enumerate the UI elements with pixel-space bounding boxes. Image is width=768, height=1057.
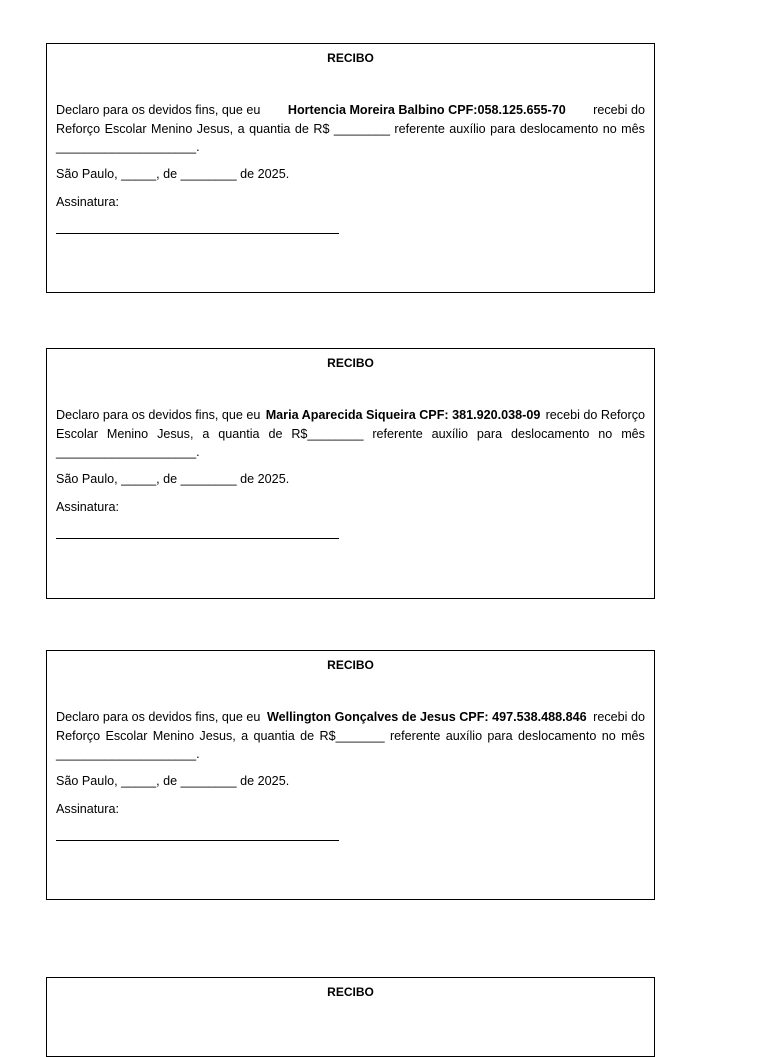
receipt-1 (46, 43, 655, 293)
declaration-word: deslocamento (517, 728, 597, 743)
receipt-4 (46, 977, 655, 1057)
declaration-line-3: ____________________. (56, 445, 200, 459)
declaration-intro: Declaro para os devidos fins, que eu (56, 103, 261, 117)
signature-line (56, 840, 339, 841)
declaration-word: Reforço (56, 728, 101, 743)
declaration-word: Menino (152, 728, 195, 743)
signature-label: Assinatura: (56, 500, 119, 514)
date-line: São Paulo, _____, de ________ de 2025. (56, 472, 290, 486)
declaration-word: quantia (218, 426, 260, 441)
declaration-word: auxílio (449, 121, 486, 136)
declaration-word: a (202, 426, 210, 441)
declaration-word: Menino (106, 426, 149, 441)
declaration-word: Escolar (104, 121, 147, 136)
declaration-word: para (487, 728, 513, 743)
receipt-2 (46, 348, 655, 599)
declaration-after: recebi do (593, 710, 645, 724)
receipt-title: RECIBO (327, 356, 374, 370)
receipt-title: RECIBO (327, 985, 374, 999)
declaration-word: mês (621, 728, 645, 743)
declaration-word: Jesus, (157, 426, 194, 441)
declaration-line-2 (56, 120, 645, 139)
declaration-word: referente (372, 426, 423, 441)
receipt-declaration (56, 406, 645, 462)
recipient-name-cpf: Maria Aparecida Siqueira CPF: 381.920.038-09 (265, 408, 541, 422)
declaration-word: no (601, 728, 616, 743)
declaration-word: Jesus, (199, 728, 236, 743)
declaration-word: no (602, 121, 617, 136)
signature-line (56, 233, 339, 234)
recipient-name-cpf: Hortencia Moreira Balbino CPF:058.125.655-70 (287, 103, 566, 117)
receipt-declaration (56, 101, 645, 157)
signature-label: Assinatura: (56, 802, 119, 816)
declaration-line-3: ____________________. (56, 140, 200, 154)
declaration-word: Menino (151, 121, 193, 136)
declaration-word: Escolar (105, 728, 148, 743)
declaration-word: R$_______ (319, 728, 385, 743)
declaration-line-3: ____________________. (56, 747, 200, 761)
declaration-intro: Declaro para os devidos fins, que eu (56, 408, 261, 422)
declaration-word: Reforço (56, 121, 101, 136)
receipt-title: RECIBO (327, 658, 374, 672)
declaration-word: referente (389, 728, 441, 743)
declaration-line-1 (56, 101, 645, 120)
declaration-word: Escolar (56, 426, 98, 441)
declaration-word: quantia (249, 121, 291, 136)
receipt-title: RECIBO (327, 51, 374, 65)
receipt-3 (46, 650, 655, 900)
declaration-after: recebi do Reforço (545, 408, 645, 422)
declaration-after: recebi do (593, 103, 645, 117)
declaration-word: Jesus, (196, 121, 234, 136)
declaration-word: auxílio (431, 426, 469, 441)
declaration-word: a (241, 728, 249, 743)
signature-label: Assinatura: (56, 195, 119, 209)
declaration-word: deslocamento (511, 426, 590, 441)
declaration-word: de (300, 728, 315, 743)
declaration-word: ________ (333, 121, 390, 136)
date-line: São Paulo, _____, de ________ de 2025. (56, 167, 290, 181)
declaration-word: deslocamento (519, 121, 599, 136)
declaration-word: referente (394, 121, 445, 136)
recipient-name-cpf: Wellington Gonçalves de Jesus CPF: 497.538.488.846 (266, 710, 587, 724)
declaration-word: no (598, 426, 613, 441)
declaration-word: para (476, 426, 503, 441)
declaration-line-1 (56, 708, 645, 727)
signature-line (56, 538, 339, 539)
declaration-word: para (490, 121, 516, 136)
declaration-word: de (294, 121, 309, 136)
declaration-word: mês (621, 426, 645, 441)
declaration-line-2 (56, 727, 645, 746)
declaration-word: quantia (253, 728, 295, 743)
declaration-word: R$ (313, 121, 330, 136)
declaration-word: R$________ (291, 426, 364, 441)
declaration-word: mês (621, 121, 645, 136)
declaration-word: de (268, 426, 283, 441)
declaration-word: auxílio (445, 728, 483, 743)
declaration-word: a (237, 121, 245, 136)
declaration-line-1 (56, 406, 645, 425)
declaration-line-2 (56, 425, 645, 444)
receipt-declaration (56, 708, 645, 764)
date-line: São Paulo, _____, de ________ de 2025. (56, 774, 290, 788)
declaration-intro: Declaro para os devidos fins, que eu (56, 710, 261, 724)
